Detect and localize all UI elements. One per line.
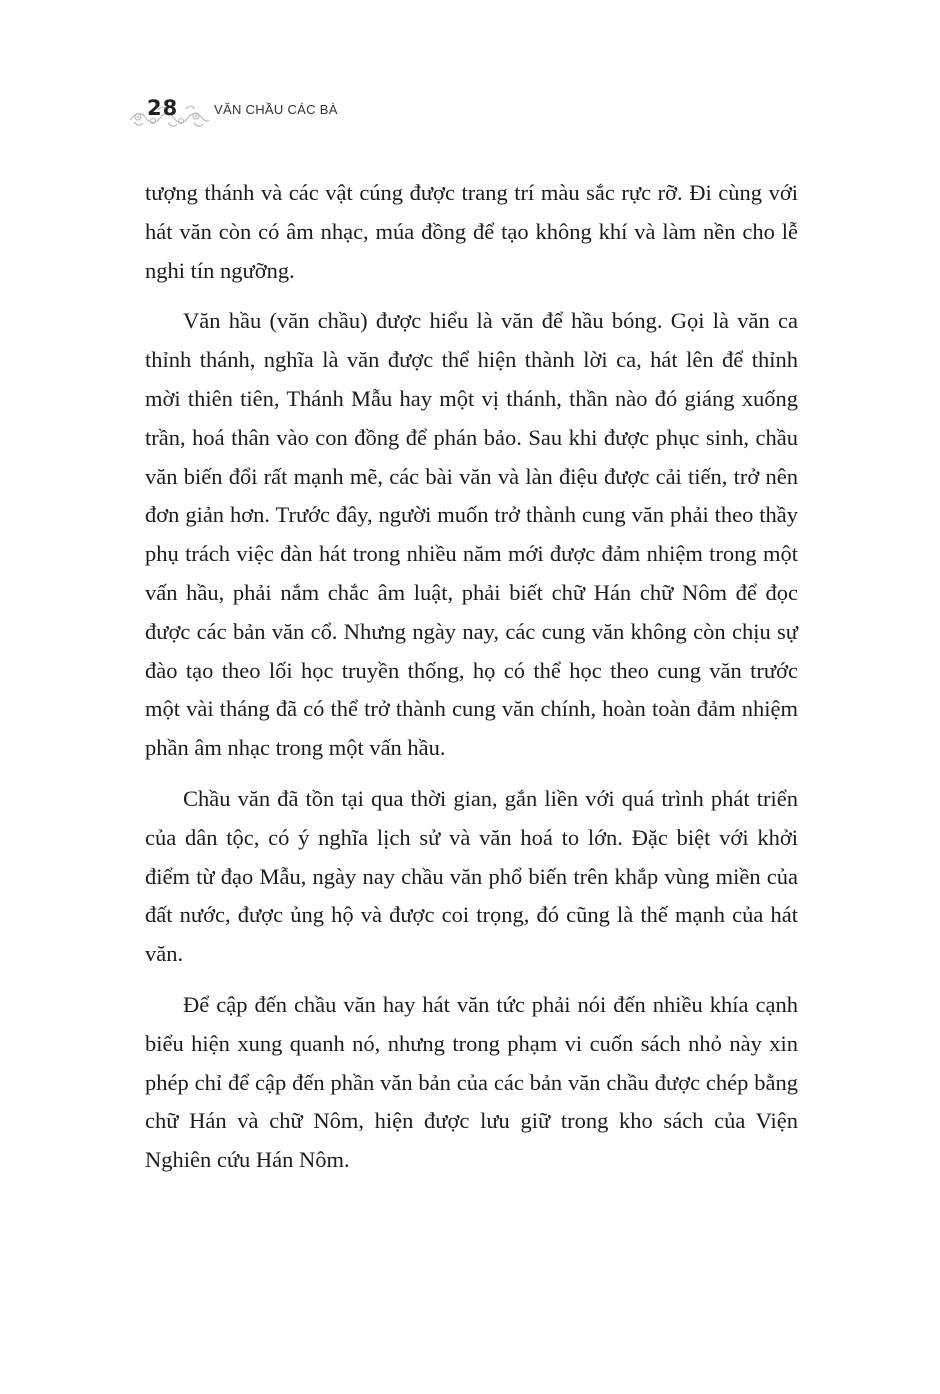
paragraph-continued: tượng thánh và các vật cúng được trang trí màu sắc rực rỡ. Đi cùng với hát văn còn có âm nhạc, múa đồng để tạo không khí và làm nền cho lễ nghi tín ngưỡng. (145, 180, 798, 283)
body-text (145, 174, 798, 1192)
running-title: VĂN CHẦU CÁC BÀ (214, 102, 338, 117)
page-number: 28 (147, 96, 179, 120)
running-header (128, 92, 528, 132)
paragraph: Chầu văn đã tồn tại qua thời gian, gắn liền với quá trình phát triển của dân tộc, có ý nghĩa lịch sử và văn hoá to lớn. Đặc biệt với khởi điểm từ đạo Mẫu, ngày nay chầu văn phổ biến trên khắp vùng miền của đất nước, được ủng hộ và được coi trọng, đó cũng là thế mạnh của hát văn. (145, 785, 798, 967)
paragraph: Để cập đến chầu văn hay hát văn tức phải nói đến nhiều khía cạnh biểu hiện xung quanh nó, nhưng trong phạm vi cuốn sách nhỏ này xin phép chỉ để cập đến phần văn bản của các bản văn chầu được chép bằng chữ Hán và chữ Nôm, hiện được lưu giữ trong kho sách của Viện Nghiên cứu Hán Nôm. (145, 991, 798, 1173)
paragraph: Văn hầu (văn chầu) được hiểu là văn để hầu bóng. Gọi là văn ca thỉnh thánh, nghĩa là văn được thể hiện thành lời ca, hát lên để thỉnh mời thiên tiên, Thánh Mẫu hay một vị thánh, thần nào đó giáng xuống trần, hoá thân vào con đồng để phán bảo. Sau khi được phục sinh, chầu văn biến đổi rất mạnh mẽ, các bài văn và làn điệu được cải tiến, trở nên đơn giản hơn. Trước đây, người muốn trở thành cung văn phải theo thầy phụ trách việc đàn hát trong nhiều năm mới được đảm nhiệm trong một vấn hầu, phải nắm chắc âm luật, phải biết chữ Hán chữ Nôm để đọc được các bản văn cổ. Nhưng ngày nay, các cung văn không còn chịu sự đào tạo theo lối học truyền thống, họ có thể học theo cung văn trước một vài tháng đã có thể trở thành cung văn chính, hoàn toàn đảm nhiệm phần âm nhạc trong một vấn hầu. (145, 308, 798, 761)
